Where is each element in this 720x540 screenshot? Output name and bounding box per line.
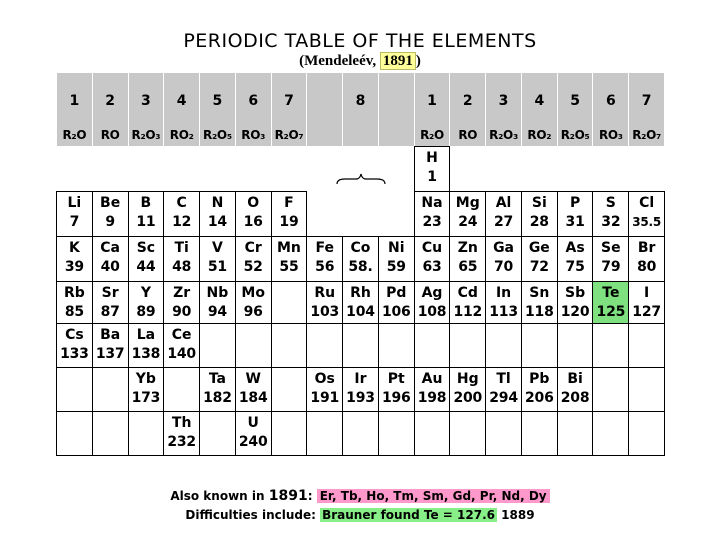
oxide-formula: R₂O₃ — [489, 128, 518, 142]
element-cell-ru — [306, 281, 343, 324]
element-symbol: Ba — [100, 327, 121, 343]
element-cell-as — [557, 236, 594, 282]
element-cell-fe — [306, 236, 343, 282]
atomic-weight: 39 — [64, 259, 84, 275]
element-symbol: H — [426, 150, 438, 166]
element-symbol: Sc — [136, 240, 156, 256]
empty-cell — [342, 411, 379, 456]
group-header — [128, 73, 164, 146]
atomic-weight: 232 — [167, 434, 196, 450]
atomic-weight: 9 — [105, 214, 115, 230]
element-cell-sr — [92, 281, 129, 324]
element-symbol: Au — [421, 371, 443, 387]
atomic-weight: 191 — [310, 390, 340, 406]
atomic-weight: 63 — [422, 259, 442, 275]
group-header — [557, 73, 593, 146]
atomic-weight: 87 — [100, 304, 120, 320]
empty-cell — [628, 367, 665, 412]
group-header — [521, 73, 557, 146]
atomic-weight: 23 — [422, 214, 442, 230]
element-cell-ir — [342, 367, 379, 412]
atomic-weight: 1 — [427, 169, 437, 185]
atomic-weight: 55 — [279, 259, 299, 275]
element-symbol: Br — [637, 240, 656, 256]
group-number: 3 — [141, 93, 151, 109]
atomic-weight: 94 — [207, 304, 227, 320]
group-8-brace — [335, 171, 387, 187]
footer-known-year: 1891 — [268, 488, 308, 504]
element-cell-yb — [128, 367, 165, 412]
group-number: 2 — [462, 93, 473, 109]
atomic-weight: 106 — [381, 304, 411, 320]
element-symbol: F — [284, 195, 294, 211]
group-number: 1 — [427, 93, 437, 109]
atomic-weight: 31 — [565, 214, 585, 230]
element-symbol: Rb — [63, 285, 85, 301]
element-cell-li — [56, 191, 93, 237]
group-number: 7 — [641, 93, 652, 109]
element-symbol: Zn — [457, 240, 478, 256]
page-subtitle — [0, 53, 720, 70]
group-header — [306, 73, 342, 146]
group-header — [378, 73, 414, 146]
element-symbol: Rh — [350, 285, 371, 301]
element-cell-cr — [235, 236, 272, 282]
empty-cell — [414, 411, 451, 456]
element-cell-ca — [92, 236, 129, 282]
atomic-weight: 113 — [489, 304, 518, 320]
element-cell-zn — [449, 236, 486, 282]
empty-cell — [271, 281, 308, 324]
element-cell-f — [271, 191, 308, 237]
element-cell-ga — [485, 236, 522, 282]
atomic-weight: 133 — [60, 346, 89, 362]
empty-cell — [485, 411, 522, 456]
empty-cell — [592, 411, 629, 456]
atomic-weight: 173 — [131, 390, 161, 406]
element-cell-be — [92, 191, 129, 237]
element-symbol: Se — [601, 240, 621, 256]
atomic-weight: 127 — [632, 304, 661, 320]
atomic-weight: 44 — [136, 259, 156, 275]
group-header — [485, 73, 521, 146]
group-number: 5 — [570, 93, 580, 109]
atomic-weight: 32 — [601, 214, 621, 230]
element-symbol: As — [565, 240, 585, 256]
element-cell-sb — [557, 281, 594, 324]
element-cell-mg — [449, 191, 486, 237]
atomic-weight: 182 — [203, 390, 232, 406]
atomic-weight: 206 — [525, 390, 554, 406]
empty-cell — [628, 323, 665, 368]
element-symbol: I — [644, 285, 650, 301]
element-cell-si — [521, 191, 558, 237]
atomic-weight: 40 — [100, 259, 120, 275]
element-cell-th — [163, 411, 200, 456]
element-symbol: Zr — [173, 285, 191, 301]
element-symbol: B — [140, 195, 152, 211]
oxide-formula: RO — [458, 128, 478, 142]
element-symbol: Cr — [244, 240, 262, 256]
element-symbol: Te — [602, 285, 620, 301]
group-number: 7 — [284, 93, 294, 109]
element-cell-n — [199, 191, 236, 237]
element-cell-te — [592, 281, 629, 324]
atomic-weight: 35.5 — [632, 215, 662, 229]
element-symbol: P — [569, 195, 581, 211]
element-cell-tl — [485, 367, 522, 412]
atomic-weight: 112 — [453, 304, 483, 320]
element-cell-la — [128, 323, 165, 368]
group-header — [414, 73, 450, 146]
element-cell-ba — [92, 323, 129, 368]
element-symbol: Yb — [135, 371, 156, 387]
atomic-weight: 184 — [238, 390, 268, 406]
oxide-formula: R₂O₇ — [632, 128, 661, 142]
element-symbol: Ga — [493, 240, 515, 256]
atomic-weight: 193 — [346, 390, 375, 406]
atomic-weight: 89 — [136, 304, 156, 320]
atomic-weight: 137 — [95, 346, 125, 362]
atomic-weight: 28 — [529, 214, 549, 230]
atomic-weight: 51 — [207, 259, 227, 275]
element-symbol: Pt — [387, 371, 405, 387]
element-symbol: N — [211, 195, 224, 211]
element-cell-o — [235, 191, 272, 237]
group-header — [628, 73, 664, 146]
element-symbol: Sr — [101, 285, 119, 301]
empty-cell — [92, 411, 129, 456]
element-cell-au — [414, 367, 451, 412]
atomic-weight: 85 — [64, 304, 84, 320]
footer-known-colon: : — [307, 489, 313, 503]
empty-cell — [199, 323, 236, 368]
element-cell-pt — [378, 367, 415, 412]
atomic-weight: 65 — [458, 259, 478, 275]
element-cell-zr — [163, 281, 200, 324]
element-cell-pb — [521, 367, 558, 412]
empty-cell — [271, 367, 308, 412]
element-symbol: Pd — [386, 285, 407, 301]
element-symbol: Mo — [241, 285, 265, 301]
element-cell-rh — [342, 281, 379, 324]
oxide-formula: R₂O — [62, 128, 87, 142]
element-cell-nb — [199, 281, 236, 324]
element-symbol: U — [247, 415, 259, 431]
atomic-weight: 24 — [458, 214, 478, 230]
oxide-formula: R₂O₅ — [560, 128, 590, 142]
empty-cell — [342, 323, 379, 368]
element-cell-al — [485, 191, 522, 237]
subtitle-suffix: ) — [415, 53, 421, 69]
atomic-weight: 72 — [529, 259, 549, 275]
element-cell-mo — [235, 281, 272, 324]
periodic-table — [56, 73, 664, 455]
atomic-weight: 125 — [596, 304, 626, 320]
oxide-formula: R₂O — [420, 128, 444, 142]
element-cell-cd — [449, 281, 486, 324]
atomic-weight: 7 — [69, 214, 80, 230]
empty-cell — [163, 367, 200, 412]
group-number: 4 — [176, 93, 187, 109]
element-cell-y — [128, 281, 165, 324]
element-symbol: In — [495, 285, 512, 301]
element-symbol: Be — [100, 195, 121, 211]
atomic-weight: 120 — [560, 304, 590, 320]
atomic-weight: 80 — [637, 259, 657, 275]
atomic-weight: 118 — [525, 304, 554, 320]
group-number: 8 — [355, 93, 366, 109]
group-number: 6 — [605, 93, 616, 109]
element-symbol: Li — [67, 195, 82, 211]
element-symbol: Hg — [456, 371, 479, 387]
empty-cell — [449, 323, 486, 368]
atomic-weight: 56 — [315, 259, 335, 275]
element-symbol: Al — [495, 195, 512, 211]
element-cell-hg — [449, 367, 486, 412]
element-symbol: V — [212, 240, 223, 256]
element-symbol: Mg — [455, 195, 480, 211]
element-cell-c — [163, 191, 200, 237]
element-cell-u — [235, 411, 272, 456]
group-header — [342, 73, 378, 146]
element-cell-ni — [378, 236, 415, 282]
element-symbol: Cl — [639, 195, 655, 211]
atomic-weight: 14 — [207, 214, 227, 230]
atomic-weight: 27 — [494, 214, 514, 230]
element-cell-bi — [557, 367, 594, 412]
element-symbol: Sb — [565, 285, 586, 301]
element-cell-sc — [128, 236, 165, 282]
element-symbol: Cu — [421, 240, 443, 256]
element-cell-i — [628, 281, 665, 324]
element-cell-os — [306, 367, 343, 412]
element-cell-in — [485, 281, 522, 324]
footer-difficulty-prefix: Difficulties include: — [185, 508, 321, 522]
oxide-formula: R₂O₅ — [203, 128, 232, 142]
empty-cell — [628, 411, 665, 456]
atomic-weight: 96 — [243, 304, 263, 320]
element-symbol: K — [68, 240, 80, 256]
element-cell-cs — [56, 323, 93, 368]
element-symbol: Mn — [277, 240, 301, 256]
atomic-weight: 19 — [279, 214, 299, 230]
empty-cell — [521, 411, 558, 456]
element-symbol: O — [247, 195, 260, 211]
element-cell-w — [235, 367, 272, 412]
group-number: 2 — [105, 93, 115, 109]
element-cell-b — [128, 191, 165, 237]
oxide-formula: RO₂ — [169, 128, 194, 142]
element-cell-co — [342, 236, 379, 282]
element-symbol: Y — [140, 285, 151, 301]
group-number: 1 — [69, 93, 80, 109]
atomic-weight: 196 — [381, 390, 411, 406]
atomic-weight: 208 — [560, 390, 590, 406]
group-header — [163, 73, 199, 146]
page-title: PERIODIC TABLE OF THE ELEMENTS — [183, 30, 537, 52]
atomic-weight: 58. — [348, 259, 373, 275]
element-cell-pd — [378, 281, 415, 324]
element-cell-mn — [271, 236, 308, 282]
element-cell-ti — [163, 236, 200, 282]
element-symbol: Ti — [174, 240, 189, 256]
subtitle-prefix: (Mendeleév, — [299, 53, 380, 69]
element-symbol: Bi — [567, 371, 583, 387]
oxide-formula: RO — [100, 128, 120, 142]
element-cell-br — [628, 236, 665, 282]
group-header — [92, 73, 128, 146]
subtitle-year: 1891 — [380, 52, 416, 70]
atomic-weight: 138 — [131, 346, 161, 362]
element-cell-h — [414, 146, 451, 192]
footer-known-prefix: Also known in — [170, 489, 269, 503]
atomic-weight: 52 — [243, 259, 263, 275]
group-header — [271, 73, 307, 146]
element-symbol: S — [605, 195, 616, 211]
element-cell-ta — [199, 367, 236, 412]
empty-cell — [271, 323, 308, 368]
atomic-weight: 198 — [417, 390, 447, 406]
empty-cell — [592, 323, 629, 368]
atomic-weight: 12 — [172, 214, 192, 230]
element-symbol: Nb — [206, 285, 229, 301]
element-symbol: Pb — [529, 371, 550, 387]
group-header — [235, 73, 271, 146]
element-symbol: Na — [421, 195, 443, 211]
atomic-weight: 294 — [489, 390, 518, 406]
group-header — [592, 73, 628, 146]
atomic-weight: 70 — [494, 259, 514, 275]
atomic-weight: 140 — [167, 346, 196, 362]
atomic-weight: 108 — [417, 304, 447, 320]
atomic-weight: 200 — [453, 390, 483, 406]
element-symbol: Cd — [457, 285, 478, 301]
footer-line-2 — [0, 508, 720, 522]
atomic-weight: 16 — [243, 214, 263, 230]
element-symbol: La — [136, 327, 156, 343]
oxide-formula: RO₃ — [241, 128, 266, 142]
group-header — [56, 73, 92, 146]
atomic-weight: 103 — [310, 304, 340, 320]
empty-cell — [56, 367, 93, 412]
empty-cell — [557, 323, 594, 368]
element-cell-cl — [628, 191, 665, 237]
element-cell-ce — [163, 323, 200, 368]
element-cell-v — [199, 236, 236, 282]
element-symbol: Th — [171, 415, 192, 431]
footer-known-list: Er, Tb, Ho, Tm, Sm, Gd, Pr, Nd, Dy — [317, 489, 550, 503]
footer-difficulty-year: 1889 — [497, 508, 535, 522]
empty-cell — [378, 411, 415, 456]
element-cell-ag — [414, 281, 451, 324]
empty-cell — [199, 411, 236, 456]
empty-cell — [306, 411, 343, 456]
empty-cell — [557, 411, 594, 456]
atomic-weight: 104 — [346, 304, 375, 320]
element-cell-ge — [521, 236, 558, 282]
element-cell-na — [414, 191, 451, 237]
group-number: 3 — [498, 93, 509, 109]
element-symbol: Ag — [421, 285, 443, 301]
element-symbol: Os — [314, 371, 335, 387]
atomic-weight: 79 — [601, 259, 621, 275]
element-symbol: Ce — [171, 327, 192, 343]
element-symbol: Ni — [387, 240, 405, 256]
empty-cell — [92, 367, 129, 412]
empty-cell — [128, 411, 165, 456]
element-cell-sn — [521, 281, 558, 324]
empty-cell — [485, 323, 522, 368]
element-symbol: Ta — [208, 371, 227, 387]
atomic-weight: 90 — [172, 304, 192, 320]
element-symbol: Cs — [65, 327, 84, 343]
element-cell-cu — [414, 236, 451, 282]
element-symbol: C — [176, 195, 187, 211]
element-cell-se — [592, 236, 629, 282]
empty-cell — [271, 411, 308, 456]
oxide-formula: RO₂ — [527, 128, 552, 142]
element-symbol: Tl — [496, 371, 511, 387]
group-number: 5 — [212, 93, 223, 109]
atomic-weight: 75 — [565, 259, 585, 275]
empty-cell — [378, 323, 415, 368]
atomic-weight: 11 — [136, 214, 156, 230]
group-header — [449, 73, 485, 146]
element-symbol: Ge — [528, 240, 550, 256]
empty-cell — [235, 323, 272, 368]
element-symbol: W — [245, 371, 261, 387]
footer-line-1 — [0, 488, 720, 504]
element-cell-rb — [56, 281, 93, 324]
group-header — [199, 73, 235, 146]
empty-cell — [306, 323, 343, 368]
oxide-formula: R₂O₇ — [274, 128, 304, 142]
element-cell-p — [557, 191, 594, 237]
element-cell-s — [592, 191, 629, 237]
element-symbol: Ir — [354, 371, 367, 387]
empty-cell — [56, 411, 93, 456]
empty-cell — [449, 411, 486, 456]
oxide-formula: R₂O₃ — [131, 128, 161, 142]
element-symbol: Si — [531, 195, 547, 211]
empty-cell — [521, 323, 558, 368]
atomic-weight: 240 — [238, 434, 268, 450]
footer-difficulty-highlight: Brauner found Te = 127.6 — [322, 508, 495, 522]
atomic-weight: 59 — [386, 259, 406, 275]
element-symbol: Fe — [315, 240, 334, 256]
element-symbol: Ca — [100, 240, 120, 256]
element-symbol: Co — [350, 240, 371, 256]
empty-cell — [414, 323, 451, 368]
group-number: 6 — [248, 93, 259, 109]
group-number: 4 — [534, 93, 545, 109]
empty-cell — [592, 367, 629, 412]
element-symbol: Sn — [529, 285, 550, 301]
atomic-weight: 48 — [172, 259, 192, 275]
element-symbol: Ru — [314, 285, 336, 301]
oxide-formula: RO₃ — [598, 128, 623, 142]
element-cell-k — [56, 236, 93, 282]
